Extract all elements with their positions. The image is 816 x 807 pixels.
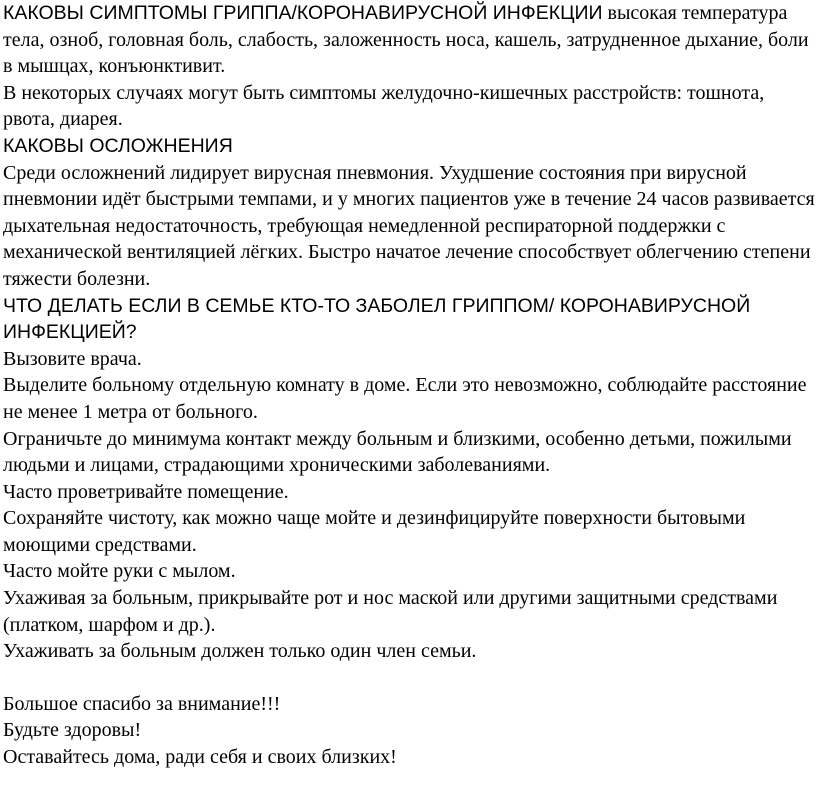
closing-health: Будьте здоровы! [3, 719, 142, 742]
family-heading: ЧТО ДЕЛАТЬ ЕСЛИ В СЕМЬЕ КТО-ТО ЗАБОЛЕЛ ГРИППОМ/ КОРОНАВИРУСНОЙ ИНФЕКЦИЕЙ? [3, 294, 751, 344]
list-item: Сохраняйте чистоту, как можно чаще мойте и дезинфицируйте поверхности бытовыми моющими средствами. [3, 507, 746, 556]
complications-heading: КАКОВЫ ОСЛОЖНЕНИЯ [3, 134, 233, 157]
symptoms-extra: В некоторых случаях могут быть симптомы желудочно-кишечных расстройств: тошнота, рвота, диарея. [3, 81, 765, 131]
complications-text: Среди осложнений лидирует вирусная пневмония. Ухудшение состояния при вирусной пневмонии идёт быстрыми темпами, и у многих пациентов уже в течение 24 часов развивается дыхательная недостаточность, требующая немедленной респираторной поддержки с механической вентиляцией лёгких. Быстро начатое лечение способствует облегчению степени тяжести болезни. [3, 161, 815, 290]
list-item: Вызовите врача. [3, 347, 142, 370]
list-item: Часто мойте руки с мылом. [3, 560, 236, 583]
list-item: Ухаживать за больным должен только один член семьи. [3, 640, 477, 663]
paragraph-gap [3, 665, 815, 691]
symptoms-paragraph [3, 0, 815, 80]
closing-thanks: Большое спасибо за внимание!!! [3, 692, 281, 715]
closing-stay-home: Оставайтесь дома, ради себя и своих близких! [3, 746, 397, 769]
list-item: Часто проветривайте помещение. [3, 480, 289, 503]
document-body [3, 0, 815, 771]
list-item: Выделите больному отдельную комнату в доме. Если это невозможно, соблюдайте расстояние не менее 1 метра от больного. [3, 374, 807, 423]
list-item: Ухаживая за больным, прикрывайте рот и нос маской или другими защитными средствами (платком, шарфом и др.). [3, 587, 778, 636]
symptoms-text: высокая температура тела, озноб, головная боль, слабость, заложенность носа, кашель, затрудненное дыхание, боли в мышцах, конъюнктивит. [3, 2, 809, 78]
symptoms-heading: КАКОВЫ СИМПТОМЫ ГРИППА/КОРОНАВИРУСНОЙ ИНФЕКЦИИ [3, 2, 603, 24]
list-item: Ограничьте до минимума контакт между больным и близкими, особенно детьми, пожилыми людьми и лицами, страдающими хроническими заболеваниями. [3, 427, 792, 477]
